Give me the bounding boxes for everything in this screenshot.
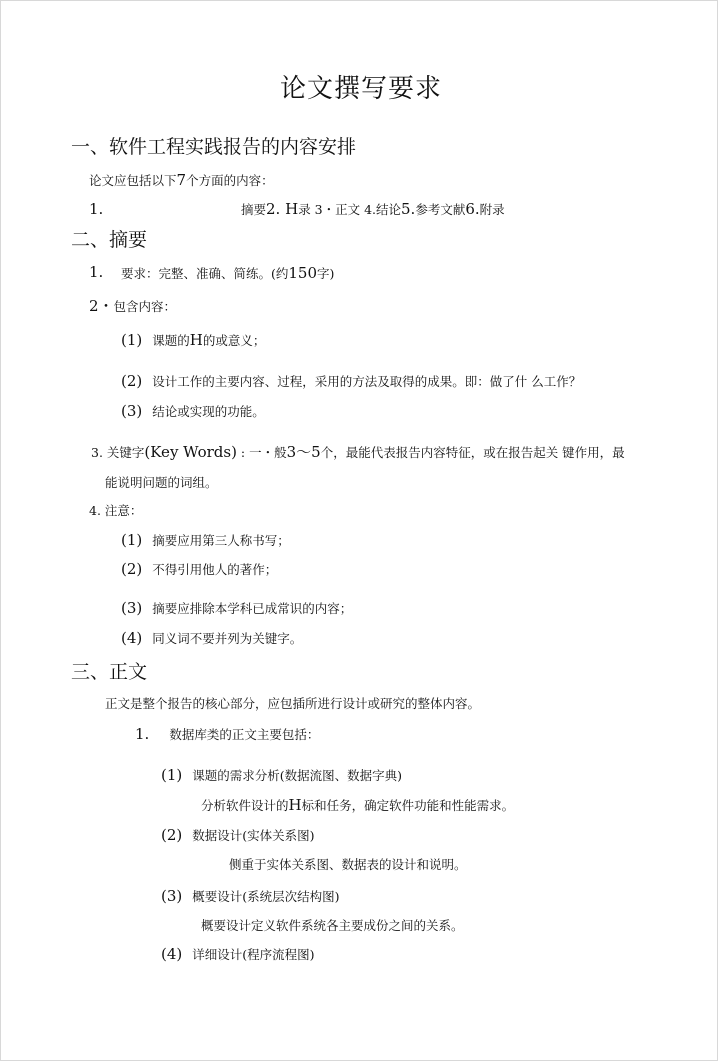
body-item-2-number: (2) bbox=[161, 826, 183, 844]
req1-text-b: 字) bbox=[317, 266, 335, 281]
note-item-4-number: (4) bbox=[121, 629, 143, 647]
note-item-4-text: 同义词不要并列为关键字。 bbox=[152, 631, 303, 646]
content-item-3-text: 结论或实现的功能。 bbox=[152, 404, 265, 419]
body-item-3 bbox=[161, 889, 340, 904]
intro-number: 7 bbox=[176, 171, 187, 189]
body-item-3-description: 概要设计定义软件系统各主要成份之间的关系。 bbox=[201, 918, 464, 933]
body-item-1-desc-b: 标和任务，确定软件功能和性能需求。 bbox=[301, 798, 515, 813]
note-item-3 bbox=[121, 601, 352, 616]
note-item-1 bbox=[121, 533, 290, 548]
intro-text-a: 论文应包括以下 bbox=[89, 173, 177, 188]
database-item-text: 数据库类的正文主要包括： bbox=[169, 727, 320, 742]
note-item-3-text: 摘要应排除本学科已成常识的内容； bbox=[152, 601, 353, 616]
body-item-4 bbox=[161, 947, 315, 962]
note-heading: 4. 注意： bbox=[89, 503, 143, 518]
item1-part-e: 参考文献 bbox=[415, 202, 466, 217]
body-item-1-desc-h: H bbox=[288, 796, 302, 814]
req1-number: 1. bbox=[89, 263, 104, 281]
database-item-number: 1. bbox=[135, 725, 150, 743]
content-item-1 bbox=[121, 333, 265, 348]
keywords-text-c: 个，最能代表报告内容特征，或在报告起关 键作用，最 bbox=[320, 445, 625, 460]
body-item-1 bbox=[161, 768, 402, 783]
keywords-label: 3. 关键字 bbox=[91, 445, 145, 460]
body-item-2-description: 侧重于实体关系图、数据表的设计和说明。 bbox=[229, 857, 467, 872]
item1-part-f: 6. bbox=[465, 200, 480, 218]
content-item-1-text-b: 的或意义； bbox=[202, 333, 266, 348]
req1-text-a: 要求：完整、准确、简练。(约 bbox=[121, 266, 289, 281]
body-item-1-number: (1) bbox=[161, 766, 183, 784]
content-item-1-number: (1) bbox=[121, 331, 143, 349]
body-item-3-number: (3) bbox=[161, 887, 183, 905]
content-item-3 bbox=[121, 404, 265, 419]
note-item-4 bbox=[121, 631, 302, 646]
page-title: 论文撰写要求 bbox=[279, 74, 442, 104]
content-item-1-text-a: 课题的 bbox=[152, 333, 190, 348]
req2-number: 2・ bbox=[89, 297, 114, 315]
body-item-1-desc-a: 分析软件设计的 bbox=[201, 798, 289, 813]
req2-text: 包含内容： bbox=[113, 299, 177, 314]
item1-part-b: 2. H bbox=[266, 200, 299, 218]
body-intro: 正文是整个报告的核心部分，应包插所进行设计或研究的整体内容。 bbox=[105, 696, 481, 711]
body-item-4-text: 详细设计(程序流程图) bbox=[192, 947, 315, 962]
keywords-continuation: 能说明问题的词组。 bbox=[105, 475, 218, 490]
note-item-3-number: (3) bbox=[121, 599, 143, 617]
note-item-2-text: 不得引用他人的著作； bbox=[152, 562, 278, 577]
intro-text-b: 个方面的内容： bbox=[186, 173, 274, 188]
item1-part-c: 录 3・正文 4.结论 bbox=[298, 202, 402, 217]
body-item-2 bbox=[161, 828, 315, 843]
keywords-english: (Key Words) bbox=[144, 443, 237, 461]
note-item-2-number: (2) bbox=[121, 560, 143, 578]
content-item-3-number: (3) bbox=[121, 402, 143, 420]
keywords-text-b: : 一・般 bbox=[236, 445, 287, 460]
database-item bbox=[135, 727, 319, 742]
note-item-1-text: 摘要应用第三人称书写； bbox=[152, 533, 290, 548]
req1-text bbox=[121, 266, 334, 281]
note-item-2 bbox=[121, 562, 277, 577]
body-item-4-number: (4) bbox=[161, 945, 183, 963]
content-item-2-text: 设计工作的主要内容、过程，采用的方法及取得的成果。即：做了什 么工作？ bbox=[152, 374, 582, 389]
req2-line bbox=[89, 299, 176, 314]
section-heading-1: 一、软件工程实践报告的内容安排 bbox=[71, 136, 357, 158]
note-item-1-number: (1) bbox=[121, 531, 143, 549]
section-heading-3: 三、正文 bbox=[71, 661, 148, 683]
content-item-1-h: H bbox=[189, 331, 203, 349]
content-item-2-number: (2) bbox=[121, 372, 143, 390]
content-item-2 bbox=[121, 374, 581, 389]
keywords-line bbox=[91, 445, 625, 460]
section1-intro bbox=[89, 173, 274, 188]
body-item-1-text: 课题的需求分析(数据流图、数据字典) bbox=[192, 768, 403, 783]
item1-part-d: 5. bbox=[401, 200, 416, 218]
item1-number: 1. bbox=[89, 200, 104, 218]
section-heading-2: 二、摘要 bbox=[71, 229, 148, 251]
keywords-range: 3～5 bbox=[286, 443, 321, 461]
req1-number-150: 150 bbox=[288, 264, 318, 282]
body-item-1-description bbox=[201, 798, 514, 813]
body-item-2-text: 数据设计(实体关系图) bbox=[192, 828, 315, 843]
body-item-3-text: 概要设计(系统层次结构图) bbox=[192, 889, 340, 904]
item1-contents bbox=[241, 202, 505, 217]
item1-part-a: 摘要 bbox=[241, 202, 267, 217]
item1-part-g: 附录 bbox=[479, 202, 505, 217]
